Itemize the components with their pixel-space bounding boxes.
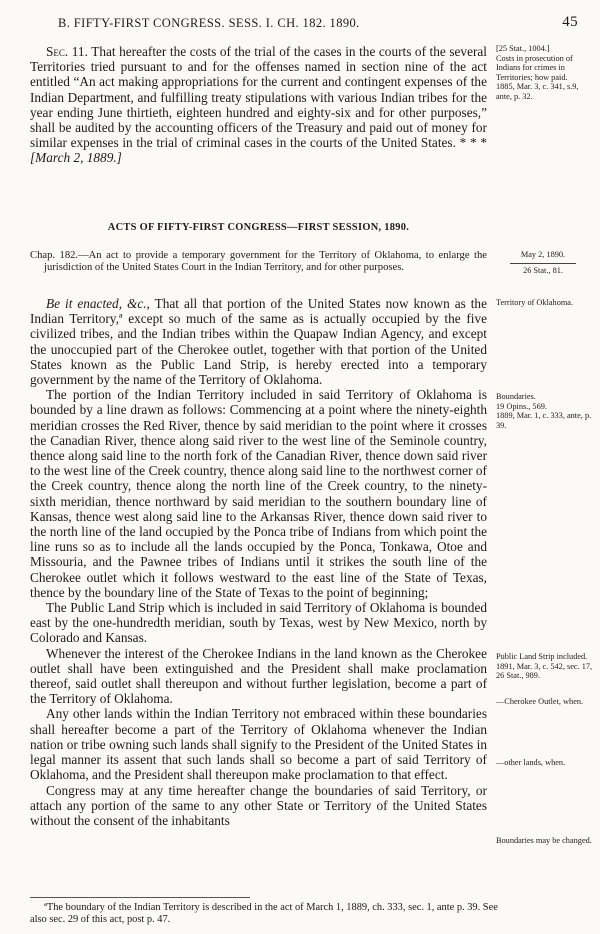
margin-note-reference: 1885, Mar. 3, c. 341, s.9, ante, p. 32. (496, 82, 579, 101)
section-11 (30, 44, 487, 166)
section-11-lead: Sec. 11. (46, 44, 88, 59)
paragraph-other-lands: Any other lands within the Indian Territory not embraced within these boundaries shall hereafter become a part of the Territory of Oklahoma whenever the Indian nation or tribe owning such lands shall signify to the President of the United States in legal manner its assent that such lands shall so become a part of said Territory of Oklahoma, and the President shall thereupon make proclamation to that effect. (30, 706, 487, 783)
margin-note-pls: Public Land Strip included. (496, 652, 588, 661)
chapter-date: May 2, 1890. (520, 250, 566, 259)
paragraph-1-text: That all that portion of the United States now known as the Indian Territory,ª except so much of the same as is actually occupied by the five civilized tribes, and the Indian tribes within the Quapaw Indian Agency, and except the unoccupied part of the Cherokee outlet, together with that portion of the United States known as the Public Land Strip, is hereby erected into a temporary government by the name of the Territory of Oklahoma. (30, 296, 487, 388)
paragraph-cherokee-outlet: Whenever the interest of the Cherokee Indians in the land known as the Cherokee outlet shall have been extinguished and the President shall make proclamation thereof, said outlet shall thereupon and without further legislation, become a part of the Territory of Oklahoma. (30, 645, 487, 707)
header-title: B. FIFTY-FIRST CONGRESS. SESS. I. CH. 182. 1890. (58, 16, 360, 30)
paragraph-change-boundaries: Congress may at any time hereafter change the boundaries of said Territory, or attach any portion of the same to any other State or Territory of the United States without the consent of the inhabitants (30, 782, 487, 828)
chapter-date-rule (510, 263, 576, 264)
paragraph-enacting (30, 296, 487, 387)
chapter-text: Chap. 182.—An act to provide a temporary government for the Territory of Oklahoma, to enlarge the jurisdiction of the United States Court in the Indian Territory, and for other purposes. (30, 250, 487, 274)
act-body (30, 296, 487, 828)
margin-note-opins: 19 Opins., 569. (496, 401, 547, 411)
page-number: 45 (562, 14, 578, 30)
chapter-stat: 26 Stat., 81. (523, 266, 563, 275)
section-11-text: That hereafter the costs of the trial of the cases in the courts of the several Territories tried pursuant to and for the offenses named in section nine of the act entitled “An act making appropriations for the current and contingent expenses of the Indian Department, and fulfilling treaty stipulations with various Indian tribes for the year ending June thirtieth, eighteen hundred and eighty-six and for other purposes,” shall be audited by the accounting officers of the Treasury and paid out of money for similar expenses in the trial of criminal cases in the courts of the United States. * * * (30, 44, 488, 151)
margin-note-1889: 1889, Mar. 1, c. 333, ante, p. 39. (496, 411, 592, 430)
paragraph-boundaries: The portion of the Indian Territory included in said Territory of Oklahoma is bounded by a line drawn as follows: Commencing at a point where the ninety-eighth meridian crosses the Red River, thence by said meridian to the point where it crosses the Canadian River, thence along said river to the west line of the Seminole country, thence along said line to the north fork of the Canadian River, thence down said river to the west line of the Creek country, thence along said line to the northwest corner of the Creek country, thence along the north line of the Creek country, to the ninety-sixth meridian, thence northward by said meridian to the southern boundary line of Kansas, thence west along said line to the Arkansas River, thence down said river to the north line of the land occupied by the Ponca tribe of Indians from which point the line runs so as to include all the lands occupied by the Ponca, Tonkawa, Otoe and Missouria, and the Pawnee tribes of Indians until it strikes the south line of the Cherokee outlet which it follows westward to the east line of the State of Texas, thence by the boundary line of the State of Texas to the point of beginning; (30, 387, 487, 600)
paragraph-public-land-strip: The Public Land Strip which is included in said Territory of Oklahoma is bounded east by the one-hundredth meridian, south by Texas, west by New Mexico, north by Colorado and Kansas. (30, 600, 487, 646)
chapter-margin (492, 250, 594, 276)
margin-note-boundaries-group (496, 392, 594, 430)
section-11-paragraph (30, 44, 487, 166)
running-header (58, 14, 578, 34)
margin-note-boundaries: Boundaries. (496, 392, 536, 401)
margin-note-pls-group (496, 652, 594, 681)
enacting-clause: Be it enacted, &c., (46, 296, 150, 311)
margin-note-costs: Costs in prosecution of Indians for crimes in Territories; how paid. (496, 53, 573, 82)
margin-note-1891: 1891, Mar. 3, c. 542, sec. 17, 26 Stat., 989. (496, 661, 593, 680)
margin-note-other-lands: —other lands, when. (496, 758, 566, 767)
margin-note-territory: Territory of Oklahoma. (496, 298, 574, 307)
margin-note-stat: [25 Stat., 1004.] (496, 44, 550, 53)
footnote-text: ªThe boundary of the Indian Territory is described in the act of March 1, 1889, ch. 333, sec. 1, ante p. 39. See also sec. 29 of this act, post p. 47. (30, 902, 498, 925)
footnote-rule (30, 897, 250, 898)
margin-note-cherokee: —Cherokee Outlet, when. (496, 697, 584, 706)
section-11-margin-notes (496, 44, 594, 101)
footnote (30, 902, 500, 926)
section-11-date: [March 2, 1889.] (30, 150, 122, 166)
chapter-heading (30, 250, 487, 274)
margin-note-change: Boundaries may be changed. (496, 836, 592, 845)
section-title: ACTS OF FIFTY-FIRST CONGRESS—FIRST SESSION, 1890. (107, 222, 410, 233)
